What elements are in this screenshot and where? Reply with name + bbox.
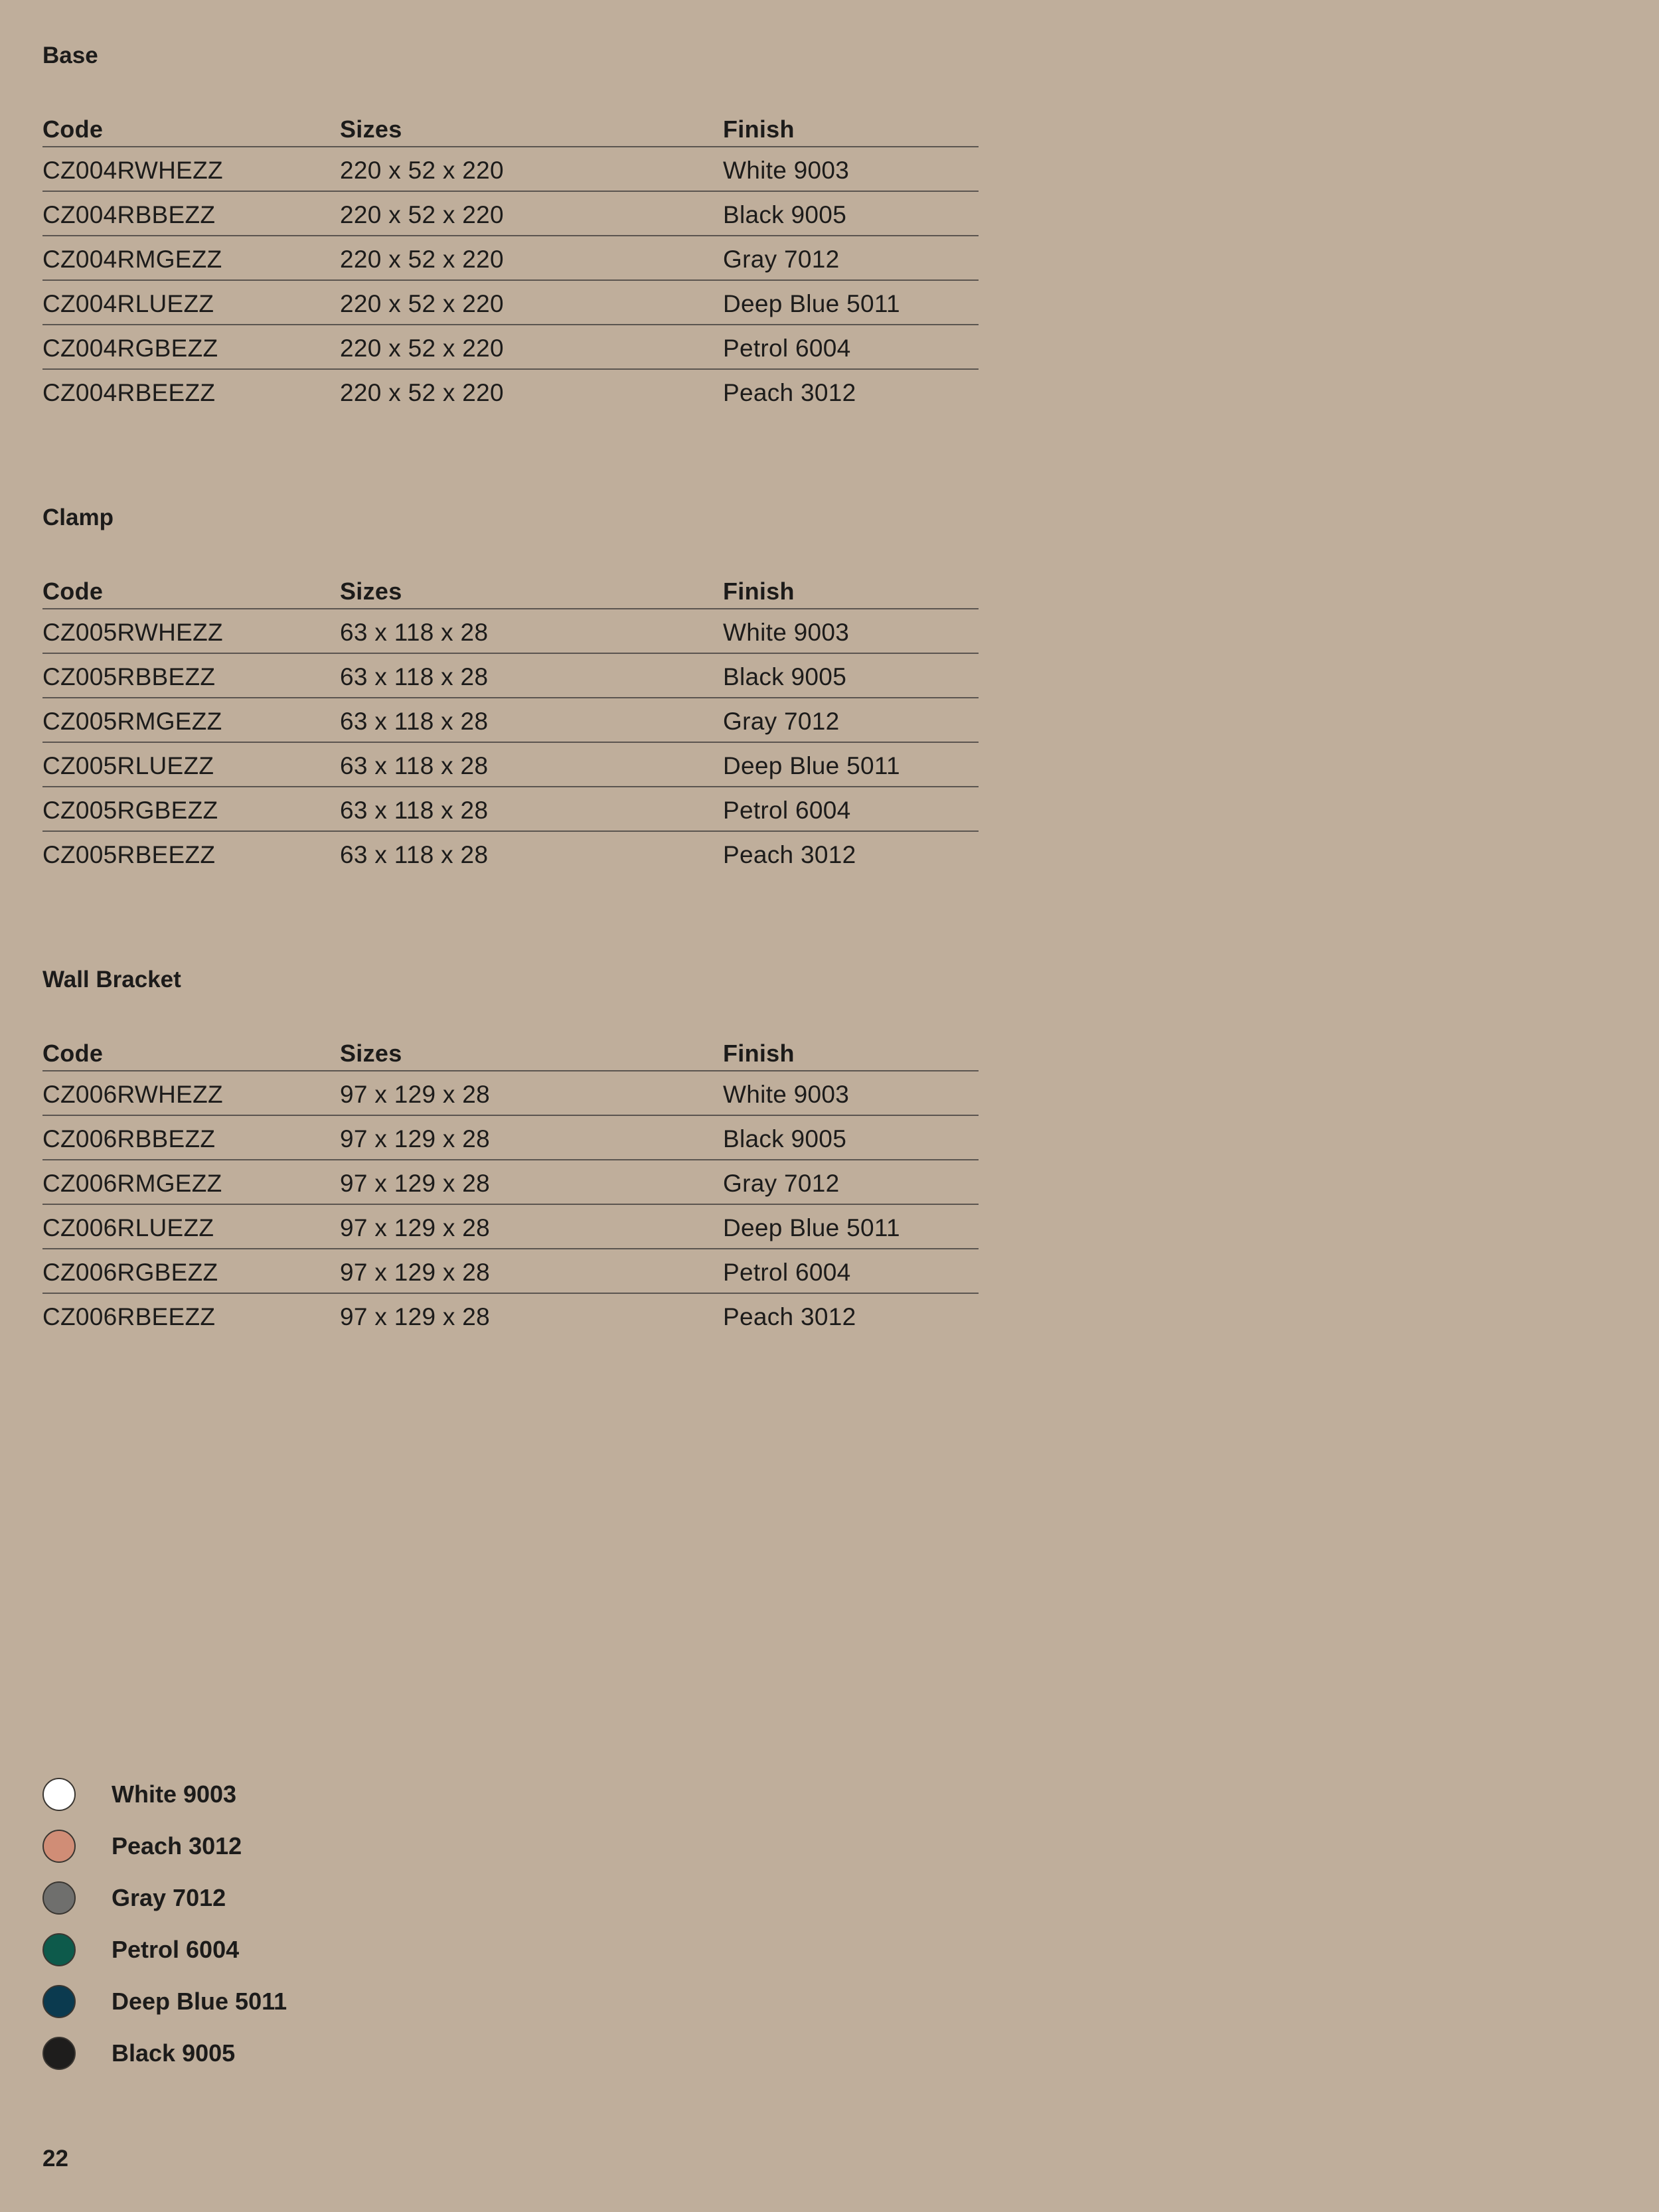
sizes-cell: 97 x 129 x 28 — [340, 1259, 491, 1286]
code-cell: CZ004RBBEZZ — [42, 201, 216, 228]
table-row — [42, 236, 979, 281]
sizes-cell: 220 x 52 x 220 — [340, 335, 504, 362]
sizes-cell: 63 x 118 x 28 — [340, 752, 489, 779]
finish-cell: Peach 3012 — [723, 379, 856, 406]
column-header-sizes: Sizes — [340, 116, 402, 143]
table-row — [42, 743, 979, 787]
sizes-cell: 97 x 129 x 28 — [340, 1170, 491, 1197]
table-row — [42, 1160, 979, 1205]
table-row — [42, 1071, 979, 1116]
sizes-cell: 97 x 129 x 28 — [340, 1125, 491, 1152]
legend-item-white — [42, 1778, 441, 1830]
table-row — [42, 1116, 979, 1160]
finish-cell: Deep Blue 5011 — [723, 1214, 900, 1241]
finish-cell: Gray 7012 — [723, 246, 840, 273]
code-cell: CZ004RBEEZZ — [42, 379, 216, 406]
finish-cell: Deep Blue 5011 — [723, 752, 900, 779]
table-row — [42, 787, 979, 832]
table-header-row — [42, 578, 979, 609]
code-cell: CZ005RGBEZZ — [42, 797, 218, 824]
section-title: Clamp — [42, 505, 114, 530]
finish-cell: White 9003 — [723, 1081, 850, 1108]
finish-cell: White 9003 — [723, 619, 850, 646]
section-title: Base — [42, 42, 98, 68]
legend-label: White 9003 — [112, 1780, 237, 1808]
sizes-cell: 63 x 118 x 28 — [340, 619, 489, 646]
code-cell: CZ006RLUEZZ — [42, 1214, 214, 1241]
sizes-cell: 97 x 129 x 28 — [340, 1081, 491, 1108]
sizes-cell: 63 x 118 x 28 — [340, 841, 489, 868]
table-row — [42, 1294, 979, 1338]
table-row — [42, 609, 979, 654]
code-cell: CZ005RBBEZZ — [42, 663, 216, 690]
code-cell: CZ005RLUEZZ — [42, 752, 214, 779]
finish-cell: Black 9005 — [723, 201, 847, 228]
code-cell: CZ004RWHEZZ — [42, 157, 223, 184]
legend-label: Gray 7012 — [112, 1884, 226, 1911]
sizes-cell: 220 x 52 x 220 — [340, 290, 504, 317]
page-number: 22 — [42, 2146, 68, 2172]
legend-label: Black 9005 — [112, 2039, 236, 2067]
code-cell: CZ005RMGEZZ — [42, 708, 222, 735]
column-header-finish: Finish — [723, 1040, 795, 1067]
table-row — [42, 325, 979, 370]
finish-cell: Petrol 6004 — [723, 1259, 851, 1286]
color-swatch-deep-blue — [42, 1985, 76, 2018]
sizes-cell: 220 x 52 x 220 — [340, 201, 504, 228]
sizes-cell: 97 x 129 x 28 — [340, 1214, 491, 1241]
column-header-finish: Finish — [723, 116, 795, 143]
finish-cell: Gray 7012 — [723, 708, 840, 735]
table-row — [42, 281, 979, 325]
finish-cell: Peach 3012 — [723, 1303, 856, 1330]
table-row — [42, 192, 979, 236]
finish-cell: Black 9005 — [723, 663, 847, 690]
finish-cell: Petrol 6004 — [723, 797, 851, 824]
code-cell: CZ006RMGEZZ — [42, 1170, 222, 1197]
code-cell: CZ005RWHEZZ — [42, 619, 223, 646]
sizes-cell: 63 x 118 x 28 — [340, 663, 489, 690]
code-cell: CZ006RBEEZZ — [42, 1303, 216, 1330]
table-header-row — [42, 1040, 979, 1071]
column-header-code: Code — [42, 1040, 104, 1067]
code-cell: CZ006RWHEZZ — [42, 1081, 223, 1108]
legend-item-gray — [42, 1881, 441, 1933]
color-swatch-peach — [42, 1830, 76, 1863]
sizes-cell: 220 x 52 x 220 — [340, 157, 504, 184]
legend-item-peach — [42, 1830, 441, 1881]
table-row — [42, 1205, 979, 1249]
sizes-cell: 63 x 118 x 28 — [340, 797, 489, 824]
column-header-code: Code — [42, 116, 104, 143]
product-table-base — [42, 116, 979, 414]
code-cell: CZ004RGBEZZ — [42, 335, 218, 362]
column-header-finish: Finish — [723, 578, 795, 605]
product-table-wall-bracket — [42, 1040, 979, 1338]
sizes-cell: 63 x 118 x 28 — [340, 708, 489, 735]
color-legend — [42, 1778, 441, 2089]
column-header-sizes: Sizes — [340, 1040, 402, 1067]
finish-cell: White 9003 — [723, 157, 850, 184]
legend-item-black — [42, 2037, 441, 2089]
finish-cell: Gray 7012 — [723, 1170, 840, 1197]
sizes-cell: 220 x 52 x 220 — [340, 246, 504, 273]
table-row — [42, 698, 979, 743]
product-table-clamp — [42, 578, 979, 876]
code-cell: CZ004RMGEZZ — [42, 246, 222, 273]
column-header-sizes: Sizes — [340, 578, 402, 605]
code-cell: CZ005RBEEZZ — [42, 841, 216, 868]
table-header-row — [42, 116, 979, 147]
finish-cell: Deep Blue 5011 — [723, 290, 900, 317]
color-swatch-gray — [42, 1881, 76, 1915]
color-swatch-black — [42, 2037, 76, 2070]
sizes-cell: 97 x 129 x 28 — [340, 1303, 491, 1330]
legend-label: Petrol 6004 — [112, 1936, 240, 1963]
sizes-cell: 220 x 52 x 220 — [340, 379, 504, 406]
color-swatch-white — [42, 1778, 76, 1811]
table-row — [42, 832, 979, 876]
code-cell: CZ004RLUEZZ — [42, 290, 214, 317]
table-row — [42, 1249, 979, 1294]
finish-cell: Peach 3012 — [723, 841, 856, 868]
table-row — [42, 654, 979, 698]
code-cell: CZ006RBBEZZ — [42, 1125, 216, 1152]
legend-label: Deep Blue 5011 — [112, 1988, 287, 2015]
section-title: Wall Bracket — [42, 967, 181, 992]
code-cell: CZ006RGBEZZ — [42, 1259, 218, 1286]
legend-label: Peach 3012 — [112, 1832, 242, 1859]
table-row — [42, 370, 979, 414]
column-header-code: Code — [42, 578, 104, 605]
legend-item-deep-blue — [42, 1985, 441, 2037]
color-swatch-petrol — [42, 1933, 76, 1966]
legend-item-petrol — [42, 1933, 441, 1985]
finish-cell: Petrol 6004 — [723, 335, 851, 362]
finish-cell: Black 9005 — [723, 1125, 847, 1152]
table-row — [42, 147, 979, 192]
